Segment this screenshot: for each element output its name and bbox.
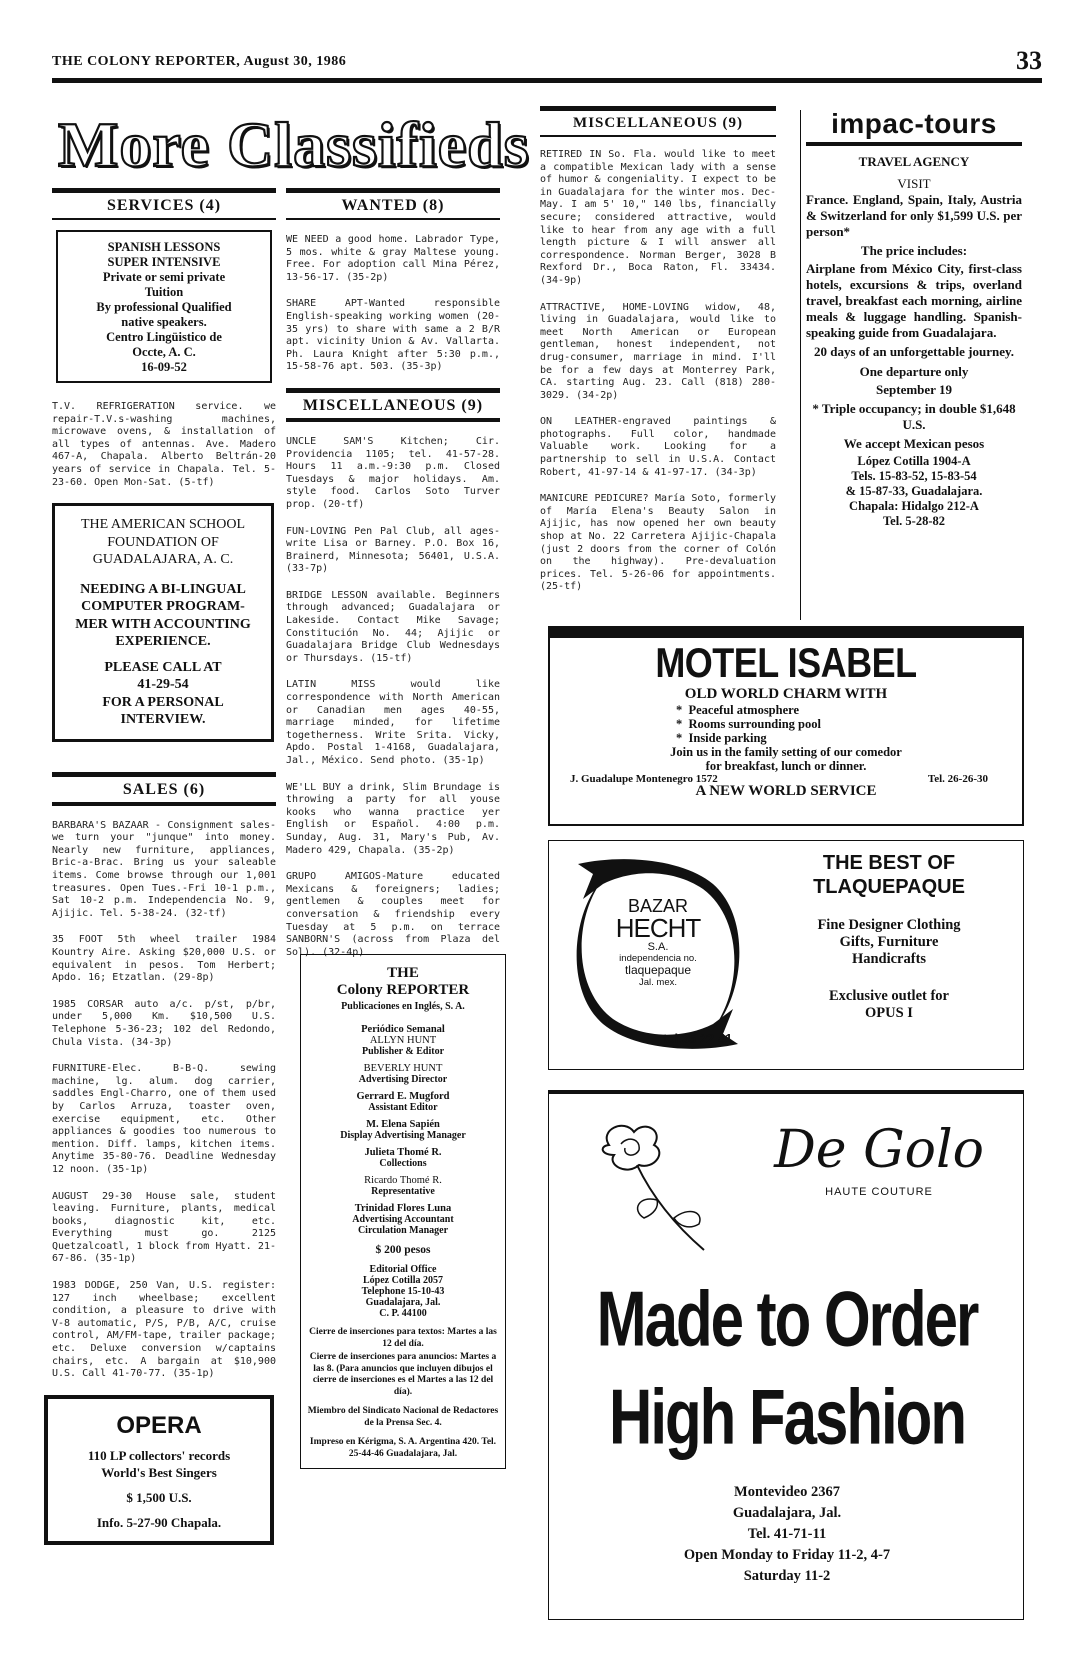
impac-logo: impac-tours xyxy=(806,108,1022,146)
logo-text: S.A. xyxy=(647,941,669,953)
bullet-text: Inside parking xyxy=(688,731,767,745)
staff-line: Publicaciones en Inglés, S. A. xyxy=(341,1001,465,1012)
ad-line: Tuition xyxy=(144,285,184,299)
staff-line: Representative xyxy=(371,1186,435,1197)
staff-line: Assistant Editor xyxy=(368,1102,438,1113)
classified-ad: RETIRED IN So. Fla. would like to meet a compatible Mexican lady with a sense of humor & congeniality. I expect to be in Guadalajara for the winter mos. Dec-May. I am 5' 10," 140 lbs, financially secure; considered attractive, would like to hear from any age with a full length picture & I will answer all correspondence. Norman Berger, 3028 B Rexford Dr., Boca Raton, Fl. 33434. (34-9p) xyxy=(540,149,776,286)
ad-line: & 15-87-33, Guadalajara. xyxy=(845,484,983,498)
masthead-title: THE COLONY REPORTER, August 30, 1986 xyxy=(52,54,347,69)
classified-ad: LATIN MISS would like correspondence with North American or Canadian men ages 40-55, marriage minded, for lifetime togetherness. Write Srita. Vicky, Apdo. Postal 1-4168, Guadalajara, Jal., México. Send photo. (35-1p) xyxy=(286,679,500,766)
classified-ad: FURNITURE-Elec. B-B-Q. sewing machine, lg. alum. dog carrier, saddles Engl-Charro, one of them used by Carlos Arruza, toaster oven, exercise equipment, etc. Other appliances & goodies too numerous to mention. Diff. lamps, kitchen items. Anytime 35-80-76. Deadline Wednesday 12 noon. (35-1p) xyxy=(52,1063,276,1175)
ad-line: OPERA xyxy=(116,1411,202,1439)
ad-line: Airplane from México City, first-class hotels, excursions & trips, overland travel, breakfast each morning, airline meals & luggage handling. Spanish-speaking guide from Guadalajara. xyxy=(806,261,1022,340)
classified-ad: BARBARA'S BAZAAR - Consignment sales-we turn your "junque" into money. Nearly new furniture, appliances, Bric-a-Brac. Bring us your saleable items. Come browse through our 1,001 treasures. Open Tues.-Fri 10-1 p.m., Sat 10-2 p.m. Independencia No. 9, Ajijic. Tel. 5-38-24. (32-tf) xyxy=(52,819,276,919)
ad-text: T.V. REFRIGERATION service. we repair-T.V.s-washing machines, microwave ovens, & installation of all types of antennas. Ave. Madero 467-A, Chapala. Alberto Beltrán-20 years of service in Chapala. Tel. 5-23-60. Open Mon-Sat. (5-tf) xyxy=(52,401,276,488)
services-column xyxy=(52,188,276,1545)
opera-records-ad xyxy=(44,1395,274,1545)
section-title: More Classifieds xyxy=(58,109,530,180)
bullet-text: Peaceful atmosphere xyxy=(688,703,800,717)
motel-sub: OLD WORLD CHARM WITH xyxy=(684,686,888,702)
motel-join: Join us in the family setting of our comedor xyxy=(670,745,902,759)
classified-ad: FUN-LOVING Pen Pal Club, all ages-write Lisa or Barney. P.O. Box 16, Brainerd, Minnesota; 56401, U.S.A. (33-7p) xyxy=(286,525,500,575)
bazar-line: Fine Designer Clothing xyxy=(817,917,961,933)
misc-right-ads xyxy=(540,149,776,594)
american-school-ad xyxy=(52,503,274,742)
rose-icon xyxy=(569,1110,719,1260)
ad-line: PLEASE CALL AT xyxy=(104,659,222,675)
misc-middle-ads xyxy=(286,436,500,959)
staff-line: Cierre de inserciones para anuncios: Martes a las 8. (Para anuncios que incluyen dibujos el cierre de inserciones es el Martes a las 12 del día). xyxy=(309,1352,497,1397)
de-golo-headline: High Fashion xyxy=(609,1373,965,1461)
staff-line: Publisher & Editor xyxy=(361,1046,445,1057)
de-golo-sub: HAUTE COUTURE xyxy=(825,1186,933,1198)
ad-line: FOUNDATION OF xyxy=(107,534,219,550)
logo-text: independencia no. xyxy=(619,953,697,964)
ad-line: One departure only xyxy=(859,364,969,379)
spanish-lessons-ad xyxy=(56,230,272,383)
de-golo-line: Montevideo 2367 xyxy=(734,1484,840,1500)
bazar-outlet: Exclusive outlet for xyxy=(828,988,949,1004)
staff-line: Miembro del Sindicato Nacional de Redactores de la Prensa Sec. 4. xyxy=(307,1406,499,1428)
classified-ad: ATTRACTIVE, HOME-LOVING widow, 48, living in Guadalajara, would like to meet North American or European gentleman, honest independent, not drug-consumer, marriage in mind. I'll be for a few days at Monterrey Park, CA. starting Aug. 23. Call (818) 280-3029. (34-2p) xyxy=(540,301,776,401)
services-heading: SERVICES (4) xyxy=(52,188,276,220)
classified-ad: GRUPO AMIGOS-Mature educated Mexicans & foreigners; ladies; gentlemen & couples meet for conversation & friendship every Tuesday at 5 p.m. on terrace SANBORN'S (across from Plaza del Sol). (32-4p) xyxy=(286,871,500,958)
classified-ad: SHARE APT-Wanted responsible English-speaking working women (20-35 yrs) to share with same a 2 B/R apt. vicinity Union & Av. Vallarta. Ph. Laura Knight after 5:30 p.m., 15-58-76 apt. 503. (35-3p) xyxy=(286,298,500,373)
staff-line: Guadalajara, Jal. xyxy=(365,1297,441,1308)
bazar-line: Gifts, Furniture xyxy=(839,934,939,950)
ad-line: EXPERIENCE. xyxy=(115,634,211,650)
ad-line: France. England, Spain, Italy, Austria & Switzerland for only $1,599 U.S. per person* xyxy=(806,192,1022,239)
staff-title: THE xyxy=(387,965,419,981)
misc-right-column xyxy=(540,106,776,608)
staff-line: Ricardo Thomé R. xyxy=(364,1175,442,1186)
motel-name: MOTEL ISABEL xyxy=(655,638,917,686)
staff-line: Advertising Accountant xyxy=(352,1214,454,1225)
classified-ad: WE NEED a good home. Labrador Type, 5 mos. white & gray Maltese young. Free. For adoption call Mina Pérez, 13-56-17. (35-2p) xyxy=(286,234,500,283)
ad-line: Tels. 15-83-52, 15-83-54 xyxy=(851,469,977,483)
staff-line: Impreso en Kérigma, S. A. Argentina 420. Tel. 25-44-46 Guadalajara, Jal. xyxy=(309,1437,497,1459)
staff-line: Cierre de inserciones para textos: Martes a las 12 del día. xyxy=(309,1327,497,1349)
wanted-column xyxy=(286,188,500,973)
staff-line: Periódico Semanal xyxy=(361,1024,445,1035)
ad-line: Chapala: Hidalgo 212-A xyxy=(849,499,979,513)
ad-line: Centro Lingüistico de xyxy=(106,330,222,344)
classified-ad: 1983 DODGE, 250 Van, U.S. register: 127 inch wheelbase; excellent condition, a pleasure to drive with V-8 automatic, P/S, P/B, A/C, cruise control, AM/FM-tape, trailer package; etc. Deluxe conversion w/captains chairs, etc. A bargain at $10,900 U.S. Call 41-70-77. (35-1p) xyxy=(52,1280,276,1380)
ad-line: 41-29-54 xyxy=(137,677,189,693)
de-golo-line: Open Monday to Friday 11-2, 4-7 xyxy=(683,1547,891,1563)
ad-line: native speakers. xyxy=(121,315,207,329)
classified-ad: ON LEATHER-engraved paintings & photographs. Full color, handmade Valuable work. Looking for a partnership to sell in U.S.A. Contact Robert, 41-97-14 & 41-97-17. (34-3p) xyxy=(540,416,776,478)
staff-line: Editorial Office xyxy=(369,1264,437,1275)
staff-line: ALLYN HUNT xyxy=(369,1035,437,1046)
ad-line: * Triple occupancy; in double $1,648 U.S. xyxy=(812,401,1016,432)
de-golo-line: Saturday 11-2 xyxy=(743,1568,831,1584)
classified-ad: WE'LL BUY a drink, Slim Brundage is throwing a party for all youse kooks who wanna practice yer English or Español. 4:00 p.m. Sunday, Aug. 31, Mary's Pub, Av. Madero 429, Chapala. (35-2p) xyxy=(286,781,500,856)
motel-join-2: for breakfast, lunch or dinner. xyxy=(705,759,867,773)
sales-heading: SALES (6) xyxy=(52,772,276,806)
ad-line: Private or semi private xyxy=(102,270,226,284)
ad-line: INTERVIEW. xyxy=(120,712,206,728)
tv-repair-ad xyxy=(52,401,276,489)
ad-line: The price includes: xyxy=(860,243,968,258)
motel-bullet: * Inside parking xyxy=(676,731,767,745)
motel-isabel-ad xyxy=(548,626,1024,826)
ad-line: SUPER INTENSIVE xyxy=(107,255,221,269)
staff-line: M. Elena Sapién xyxy=(366,1119,440,1130)
motel-bullet: * Peaceful atmosphere xyxy=(676,703,800,717)
motel-tagline: A NEW WORLD SERVICE xyxy=(695,783,877,799)
staff-line: Telephone 15-10-43 xyxy=(361,1286,445,1297)
staff-line: Circulation Manager xyxy=(357,1225,449,1236)
bazar-hecht-ad xyxy=(548,840,1024,1070)
ad-line: López Cotilla 1904-A xyxy=(857,454,971,468)
ad-line: Info. 5-27-90 Chapala. xyxy=(96,1514,222,1530)
staff-price: $ 200 pesos xyxy=(375,1244,431,1256)
ad-line: 110 LP collectors' records xyxy=(87,1447,231,1463)
de-golo-ad xyxy=(548,1090,1024,1620)
staff-box xyxy=(300,954,506,1469)
staff-line: C. P. 44100 xyxy=(379,1308,427,1319)
ad-line: September 19 xyxy=(876,382,952,397)
ad-line: 16-09-52 xyxy=(141,360,187,374)
bazar-logo xyxy=(573,859,743,1049)
ad-line: $ 1,500 U.S. xyxy=(126,1489,192,1505)
bazar-headline: TLAQUEPAQUE xyxy=(813,876,965,898)
motel-bullet: * Rooms surrounding pool xyxy=(676,717,821,731)
ad-line: VISIT xyxy=(897,176,931,191)
classified-ad: BRIDGE LESSON available. Beginners through advanced; Guadalajara or Lakeside. Contact Mike Savage; Constitución No. 44; Ajijic or Guadalajara Bridge Club Wednesdays or Thursdays. (15-tf) xyxy=(286,589,500,664)
ad-line: We accept Mexican pesos xyxy=(843,436,985,451)
logo-text: HECHT xyxy=(615,913,701,943)
de-golo-line: Tel. 41-71-11 xyxy=(747,1526,827,1542)
ad-line: MER WITH ACCOUNTING xyxy=(75,616,251,632)
sales-ads xyxy=(52,820,276,1381)
de-golo-logo: De Golo xyxy=(774,1120,984,1180)
ad-line: THE AMERICAN SCHOOL xyxy=(80,517,246,533)
classified-ad: AUGUST 29-30 House sale, student leaving. Furniture, plants, medical books, diagnostic kit, etc. Everything must go. 2125 Quetzalcoatl, 1 block from Hyatt. 21-67-86. (35-1p) xyxy=(52,1190,276,1265)
classified-ad: 35 FOOT 5th wheel trailer 1984 Kountry Aire. Asking $20,000 U.S. or equivalent in pesos. Tom Herbert; Apdo. 16; Etzatlan. (29-8p) xyxy=(52,934,276,984)
staff-line: López Cotilla 2057 xyxy=(363,1275,443,1286)
staff-line: Trinidad Flores Luna xyxy=(354,1203,452,1214)
wanted-ads xyxy=(286,234,500,374)
bazar-outlet: OPUS I xyxy=(865,1005,913,1021)
ad-line: World's Best Singers xyxy=(101,1464,217,1480)
ad-line: NEEDING A BI-LINGUAL xyxy=(80,581,246,597)
classified-ad: MANICURE PEDICURE? María Soto, formerly of María Elena's Beauty Salon in Ajijic, has now opened her own beauty shop at No. 22 Carretera Ajijic-Chapala (just 2 doors from the corner of Colón on the highway). Pre-devaluation prices. Tel. 5-26-06 for appointments. (25-tf) xyxy=(540,493,776,593)
de-golo-line: Guadalajara, Jal. xyxy=(732,1505,842,1521)
staff-line: Advertising Director xyxy=(358,1074,448,1085)
ad-line: By professional Qualified xyxy=(96,300,232,314)
bullet-text: Rooms surrounding pool xyxy=(688,717,821,731)
logo-text: BAZAR xyxy=(627,896,688,916)
staff-line: Display Advertising Manager xyxy=(340,1130,466,1141)
motel-address: J. Guadalupe Montenegro 1572 xyxy=(570,773,718,785)
staff-line: Collections xyxy=(379,1158,427,1169)
staff-line: Gerrard E. Mugford xyxy=(356,1091,450,1102)
bazar-tel: tel.35 22 41 xyxy=(663,1031,733,1046)
staff-line: BEVERLY HUNT xyxy=(363,1063,443,1074)
misc-heading-right: MISCELLANEOUS (9) xyxy=(540,106,776,137)
masthead xyxy=(52,46,1042,83)
page-number: 33 xyxy=(1016,46,1042,75)
staff-line: Julieta Thomé R. xyxy=(364,1147,442,1158)
motel-tel: Tel. 26-26-30 xyxy=(927,773,988,785)
ad-line: Tel. 5-28-82 xyxy=(882,514,946,528)
classified-ad: UNCLE SAM'S Kitchen; Cir. Providencia 1105; tel. 41-57-28. Hours 11 a.m.-9:30 p.m. Closed Tuesdays & major holidays. Am. style food. Carlos Soto Turver prop. (20-tf) xyxy=(286,435,500,510)
ad-line: COMPUTER PROGRAM- xyxy=(81,599,245,615)
logo-text: Jal. mex. xyxy=(638,977,677,988)
impac-tours-ad xyxy=(806,108,1022,529)
bazar-headline: THE BEST OF xyxy=(822,852,956,874)
de-golo-headline: Made to Order xyxy=(596,1275,978,1363)
ad-line: FOR A PERSONAL xyxy=(102,694,224,710)
column-divider xyxy=(800,110,801,620)
ad-line: GUADALAJARA, A. C. xyxy=(92,552,234,568)
bazar-line: Handicrafts xyxy=(851,951,927,967)
logo-text: tlaquepaque xyxy=(624,963,692,977)
ad-line: SPANISH LESSONS xyxy=(107,240,221,254)
ad-line: TRAVEL AGENCY xyxy=(858,154,970,169)
ad-line: Occte, A. C. xyxy=(132,345,196,359)
staff-title-2: Colony REPORTER xyxy=(336,982,470,998)
wanted-heading: WANTED (8) xyxy=(286,188,500,220)
misc-heading-middle: MISCELLANEOUS (9) xyxy=(286,388,500,422)
ad-line: 20 days of an unforgettable journey. xyxy=(813,344,1015,359)
classified-ad: 1985 CORSAR auto a/c. p/st, p/br, under 5,000 Km. $10,500 U.S. Telephone 5-36-23; 102 del Redondo, Chula Vista. (34-3p) xyxy=(52,998,276,1048)
